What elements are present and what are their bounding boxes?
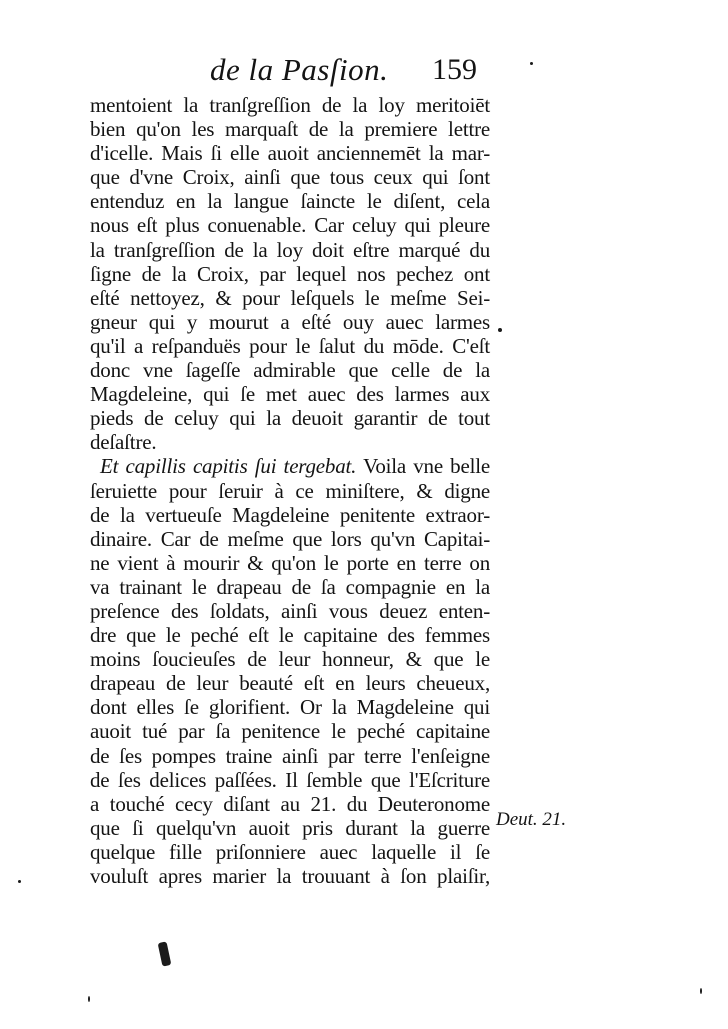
text-line: a touché cecy diſant au 21. du Deuteronome: [90, 791, 490, 816]
text-line: deſaſtre.: [90, 430, 157, 455]
text-line: auoit tué par ſa penitence le peché capitaine: [90, 719, 490, 744]
paragraph-opening-line: [90, 454, 490, 478]
text-line: ſigne de la Croix, par lequel nos pechez ont: [90, 261, 490, 286]
text-line: la tranſgreſſion de la loy doit eſtre marqué du: [90, 237, 490, 262]
latin-incipit: Et capillis capitis ſui tergebat.: [100, 454, 357, 479]
ink-speck: [158, 941, 172, 966]
ink-speck: [18, 880, 21, 883]
text-line: nous eſt plus conuenable. Car celuy qui pleure: [90, 213, 490, 238]
text-line: entenduz en la langue ſaincte le diſent, cela: [90, 189, 490, 214]
text-line: de ſes pompes traine ainſi par terre l'enſeigne: [90, 743, 490, 768]
body-text: [90, 93, 490, 888]
text-line: de ſes delices paſſées. Il ſemble que l'Eſcriture: [90, 767, 490, 792]
ink-speck: [700, 988, 702, 994]
text-line: moins ſoucieuſes de leur honneur, & que le: [90, 647, 490, 672]
text-line: eſté nettoyez, & pour leſquels le meſme Sei-: [90, 285, 490, 310]
text-line: de la vertueuſe Magdeleine penitente extraor-: [90, 502, 490, 527]
text-line: ne vient à mourir & qu'on le porte en terre on: [90, 550, 490, 575]
text-line: Magdeleine, qui ſe met auec des larmes aux: [90, 382, 490, 407]
text-line: d'icelle. Mais ſi elle auoit anciennemēt la mar-: [90, 141, 490, 166]
ink-speck: [88, 996, 90, 1002]
text-line: pieds de celuy qui la deuoit garantir de tout: [90, 406, 490, 431]
text-line: dinaire. Car de meſme que lors qu'vn Capitai-: [90, 526, 490, 551]
text-line: que ſi quelqu'vn auoit pris durant la guerre: [90, 815, 490, 840]
running-title: de la Pasſion.: [210, 52, 389, 87]
running-head: [0, 50, 728, 90]
text-run: Voila vne belle: [356, 454, 490, 479]
text-line: preſence des ſoldats, ainſi vous deuez enten-: [90, 598, 490, 623]
text-line: gneur qui y mourut a eſté ouy auec larmes: [90, 309, 490, 334]
ink-speck: [498, 328, 502, 332]
text-line: vouluſt apres marier la trouuant à ſon plaiſir,: [90, 864, 490, 888]
text-line: dont elles ſe glorifient. Or la Magdeleine qui: [90, 695, 490, 720]
text-line: bien qu'on les marquaſt de la premiere lettre: [90, 117, 490, 142]
text-line: va trainant le drapeau de ſa compagnie en la: [90, 574, 490, 599]
ink-speck: [530, 62, 533, 65]
text-line: mentoient la tranſgreſſion de la loy meritoiēt: [90, 93, 490, 117]
text-line: drapeau de leur beauté eſt en leurs cheueux,: [90, 671, 490, 696]
margin-note: Deut. 21.: [496, 809, 567, 830]
text-line: qu'il a reſpanduës pour le ſalut du mōde. C'eſt: [90, 333, 490, 358]
text-line: ſeruiette pour ſeruir à ce miniſtere, & digne: [90, 478, 490, 503]
text-line: que d'vne Croix, ainſi que tous ceux qui ſont: [90, 165, 490, 190]
text-line: quelque fille priſonniere auec laquelle il ſe: [90, 839, 490, 864]
text-line: donc vne ſageſſe admirable que celle de la: [90, 358, 490, 383]
text-line: dre que le peché eſt le capitaine des femmes: [90, 623, 490, 648]
page-number: 159: [432, 53, 477, 86]
